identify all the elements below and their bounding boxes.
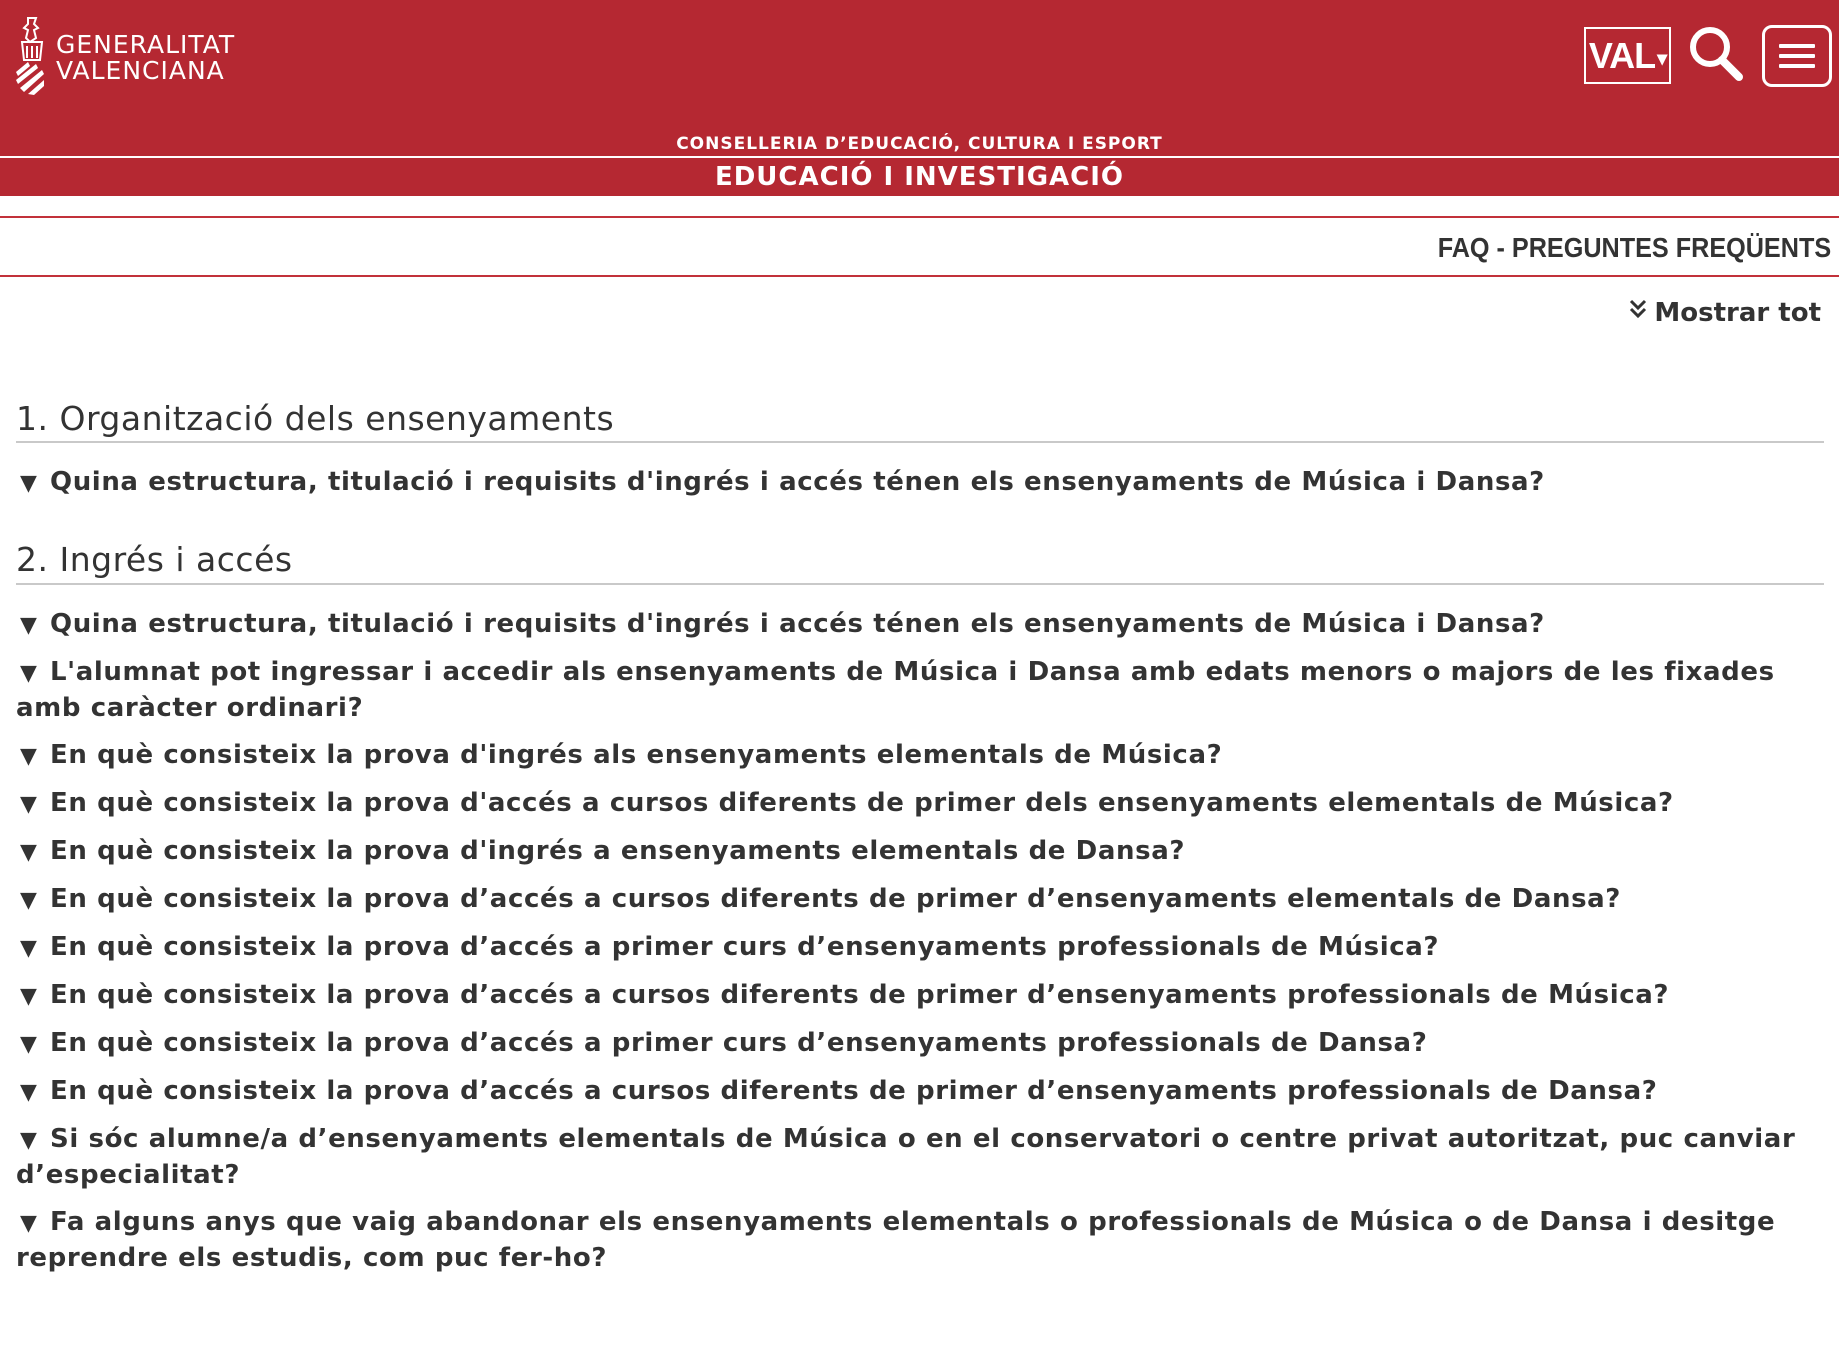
search-button[interactable] — [1686, 24, 1746, 84]
logo-text-line1: GENERALITAT — [56, 30, 236, 59]
group-heading: 2. Ingrés i accés — [16, 539, 1824, 584]
expand-triangle-icon: ▼ — [20, 839, 38, 865]
generalitat-logo[interactable] — [14, 16, 244, 101]
faq-question[interactable] — [16, 1122, 1824, 1193]
faq-question[interactable] — [16, 786, 1824, 822]
faq-question[interactable] — [16, 1205, 1824, 1276]
expand-triangle-icon: ▼ — [20, 1079, 38, 1105]
page-title-bar — [0, 216, 1839, 277]
show-all-label: Mostrar tot — [1654, 298, 1821, 328]
faq-question[interactable] — [16, 834, 1824, 870]
department-name: CONSELLERIA D’EDUCACIÓ, CULTURA I ESPORT — [676, 134, 1163, 154]
expand-triangle-icon: ▼ — [20, 1127, 38, 1153]
expand-triangle-icon: ▼ — [20, 1210, 38, 1236]
question-text: En què consisteix la prova d’accés a cursos diferents de primer d’ensenyaments professionals de Música? — [50, 979, 1670, 1010]
expand-triangle-icon: ▼ — [20, 471, 38, 497]
show-all-button[interactable] — [1628, 298, 1821, 328]
question-list — [16, 607, 1824, 1276]
question-text: En què consisteix la prova d’accés a cursos diferents de primer d’ensenyaments professionals de Dansa? — [50, 1075, 1658, 1106]
question-text: L'alumnat pot ingressar i accedir als ensenyaments de Música i Dansa amb edats menors o majors de les fixades amb caràcter ordinari? — [16, 656, 1775, 723]
expand-triangle-icon: ▼ — [20, 935, 38, 961]
language-label: VAL — [1588, 34, 1656, 76]
generalitat-emblem-icon — [14, 16, 50, 96]
search-icon — [1686, 24, 1746, 84]
question-text: En què consisteix la prova d'ingrés a ensenyaments elementals de Dansa? — [50, 835, 1186, 866]
page-title: FAQ - PREGUNTES FREQÜENTS — [1437, 232, 1831, 263]
question-text: Si sóc alumne/a d’ensenyaments elementals de Música o en el conservatori o centre privat autoritzat, puc canviar d’especialitat? — [16, 1123, 1796, 1190]
expand-triangle-icon: ▼ — [20, 1031, 38, 1057]
faq-content — [16, 398, 1824, 1314]
expand-triangle-icon: ▼ — [20, 983, 38, 1009]
faq-group-ingres-acces — [16, 539, 1824, 1275]
expand-triangle-icon: ▼ — [20, 791, 38, 817]
expand-triangle-icon: ▼ — [20, 612, 38, 638]
question-text: En què consisteix la prova d’accés a primer curs d’ensenyaments professionals de Dansa? — [50, 1027, 1428, 1058]
faq-question[interactable] — [16, 465, 1824, 501]
question-text: En què consisteix la prova d'ingrés als ensenyaments elementals de Música? — [50, 739, 1223, 770]
language-selector-button[interactable] — [1584, 27, 1671, 84]
hamburger-menu-icon — [1779, 44, 1815, 48]
question-text: En què consisteix la prova d’accés a cursos diferents de primer d’ensenyaments elementals de Dansa? — [50, 883, 1621, 914]
logo-text-line2: VALENCIANA — [56, 56, 225, 85]
chevron-down-icon: ▾ — [1657, 48, 1667, 70]
faq-question[interactable] — [16, 738, 1824, 774]
hamburger-menu-button[interactable] — [1762, 25, 1832, 87]
question-text: Quina estructura, titulació i requisits d'ingrés i accés ténen els ensenyaments de Música i Dansa? — [50, 608, 1545, 639]
faq-question[interactable] — [16, 655, 1824, 726]
question-text: En què consisteix la prova d'accés a cursos diferents de primer dels ensenyaments elementals de Música? — [50, 787, 1674, 818]
faq-question[interactable] — [16, 1074, 1824, 1110]
faq-question[interactable] — [16, 978, 1824, 1014]
question-text: Fa alguns anys que vaig abandonar els ensenyaments elementals o professionals de Música o de Dansa i desitge reprendre els estudis, com puc fer-ho? — [16, 1206, 1776, 1273]
faq-group-organitzacio — [16, 398, 1824, 501]
question-list — [16, 465, 1824, 501]
faq-question[interactable] — [16, 930, 1824, 966]
group-heading: 1. Organització dels ensenyaments — [16, 398, 1824, 443]
question-text: En què consisteix la prova d’accés a primer curs d’ensenyaments professionals de Música? — [50, 931, 1440, 962]
faq-question[interactable] — [16, 1026, 1824, 1062]
expand-triangle-icon: ▼ — [20, 743, 38, 769]
double-chevron-down-icon — [1628, 297, 1648, 321]
question-text: Quina estructura, titulació i requisits d'ingrés i accés ténen els ensenyaments de Música i Dansa? — [50, 467, 1545, 498]
header-divider — [0, 156, 1839, 158]
faq-question[interactable] — [16, 607, 1824, 643]
expand-triangle-icon: ▼ — [20, 887, 38, 913]
expand-triangle-icon: ▼ — [20, 660, 38, 686]
site-header — [0, 0, 1839, 196]
faq-question[interactable] — [16, 882, 1824, 918]
section-title: EDUCACIÓ I INVESTIGACIÓ — [714, 162, 1125, 192]
